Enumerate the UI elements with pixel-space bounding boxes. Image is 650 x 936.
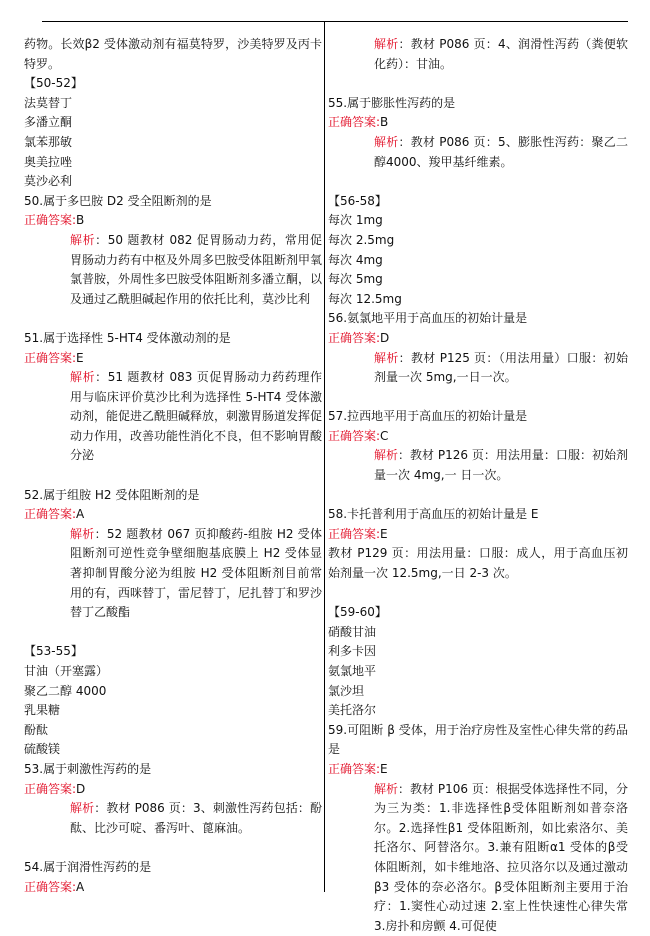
paragraph-gap [328, 172, 628, 192]
text-line: 硫酸镁 [24, 742, 61, 757]
text-line: 多潘立酮 [24, 115, 73, 130]
analysis-text: ：51 题教材 083 页促胃肠动力药药理作用与临床评价莫沙比利为选择性 5-HT4 受体激动剂，能促进乙酰胆碱释放，刺激胃肠道发挥促动力作用，改善功能性消化不良，但不影响胃酸分泌 [70, 370, 323, 463]
text-line: 利多卡因 [328, 644, 377, 659]
text-line: 52.属于组胺 H2 受体阻断剂的是 [24, 487, 200, 502]
column-divider [324, 22, 325, 892]
analysis [328, 446, 628, 485]
text-line: 每次 4mg [328, 252, 383, 267]
text-line: 【53-55】 [24, 644, 83, 659]
paragraph-gap [328, 584, 628, 604]
analysis-text: ：教材 P086 页：4、润滑性泻药（粪便软化药）：甘油。 [374, 37, 628, 71]
text-line: 【59-60】 [328, 605, 387, 620]
analysis-label: 解析 [374, 350, 399, 365]
analysis-text: ：50 题教材 082 促胃肠动力药，常用促胃肠动力药有中枢及外周多巴胺受体阻断剂甲氧氯普胺，外周性多巴胺受体阻断剂多潘立酮，以及通过乙酰胆碱起作用的依托比利，莫沙比利 [70, 232, 323, 306]
answer-label: 正确答案: [24, 350, 77, 365]
text-line: 甘油（开塞露） [24, 664, 109, 678]
text-line: 每次 1mg [328, 213, 383, 228]
answer-value: A [76, 507, 85, 522]
paragraph-gap [328, 388, 628, 408]
text-line: 法莫替丁 [24, 95, 73, 110]
text-line: 每次 12.5mg [328, 291, 402, 306]
text-line: 氯沙坦 [328, 683, 365, 698]
analysis-text: ：教材 P125 页：（用法用量）口服：初始剂量一次 5mg,一日一次。 [374, 350, 628, 385]
analysis-label: 解析 [70, 801, 95, 816]
correct-answer [328, 329, 628, 349]
top-rule [42, 21, 628, 22]
correct-answer [24, 349, 322, 369]
correct-answer [328, 760, 628, 780]
analysis-text: ：52 题教材 067 页抑酸药-组胺 H2 受体阻断剂可逆性竞争壁细胞基底膜上 H2 受体显著抑制胃酸分泌为组胺 H2 受体阻断剂目前常用的有，西咪替丁，雷尼替丁，尼扎替丁和罗沙替丁乙酸酯 [70, 526, 323, 620]
paragraph-gap [24, 466, 322, 486]
answer-label: 正确答案: [328, 526, 381, 541]
analysis [24, 525, 322, 623]
text-line: 55.属于膨胀性泻药的是 [328, 95, 456, 110]
text-line: 氯苯那敏 [24, 134, 73, 149]
text-line: 56.氨氯地平用于高血压的初始计量是 [328, 311, 528, 326]
left-column [24, 35, 322, 897]
text-line: 硝酸甘油 [328, 624, 377, 639]
analysis-label: 解析 [70, 526, 95, 541]
answer-label: 正确答案: [24, 213, 77, 228]
answer-value: B [76, 213, 85, 228]
answer-value: C [380, 428, 389, 443]
correct-answer [328, 427, 628, 447]
paragraph-gap [328, 486, 628, 506]
answer-value: D [76, 781, 86, 796]
text-line: 酚酞 [24, 722, 49, 737]
correct-answer [24, 878, 322, 898]
analysis [328, 780, 628, 936]
analysis-label: 解析 [70, 370, 96, 385]
answer-label: 正确答案: [24, 879, 77, 894]
analysis-label: 解析 [374, 781, 399, 796]
text-line: 58.卡托普利用于高血压的初始计量是 E [328, 507, 539, 522]
answer-value: B [380, 115, 389, 130]
answer-value: E [380, 761, 388, 776]
answer-label: 正确答案: [328, 428, 381, 443]
answer-value: A [76, 879, 85, 894]
analysis-label: 解析 [70, 232, 96, 247]
text-line: 药物。长效β2 受体激动剂有福莫特罗，沙美特罗及丙卡特罗。 [24, 37, 322, 71]
text-line: 莫沙必利 [24, 174, 73, 189]
text-line: 美托洛尔 [328, 703, 377, 718]
answer-label: 正确答案: [24, 781, 77, 796]
paragraph-gap [328, 74, 628, 94]
analysis [24, 368, 322, 466]
analysis [328, 133, 628, 172]
answer-value: D [380, 330, 390, 345]
text-line: 每次 2.5mg [328, 232, 395, 247]
text-line: 乳果糖 [24, 703, 61, 718]
correct-answer [24, 780, 322, 800]
analysis-text: ：教材 P106 页：根据受体选择性不同，分为三为类：1.非选择性β受体阻断剂如普奈洛尔。2.选择性β1 受体阻断剂，如比索洛尔、美托洛尔、阿替洛尔。3.兼有阻断α1 受体的β受体阻断剂，如卡维地洛、拉贝洛尔以及通过激动β3 受体的奈必洛尔。β受体阻断剂主要用于治疗：1.窦性心动过速 2.室上性快速性心律失常 3.房扑和房颤 4.可促使 [374, 781, 628, 933]
paragraph-gap [24, 309, 322, 329]
answer-label: 正确答案: [328, 115, 381, 130]
answer-label: 正确答案: [328, 330, 381, 345]
analysis-label: 解析 [374, 37, 399, 51]
correct-answer [24, 505, 322, 525]
answer-value: E [76, 350, 84, 365]
correct-answer [328, 525, 628, 545]
text-line: 【56-58】 [328, 193, 387, 208]
analysis [328, 35, 628, 74]
answer-value: E [380, 526, 388, 541]
analysis-text: ：教材 P086 页：3、刺激性泻药包括：酚酞、比沙可啶、番泻叶、蓖麻油。 [70, 801, 322, 835]
text-line: 氨氯地平 [328, 664, 377, 678]
analysis-label: 解析 [374, 134, 399, 149]
text-line: 奥美拉唑 [24, 154, 73, 169]
analysis [24, 231, 322, 309]
text-line: 54.属于润滑性泻药的是 [24, 859, 152, 874]
text-line: 53.属于刺激性泻药的是 [24, 761, 152, 776]
analysis [24, 799, 322, 838]
text-line: 51.属于选择性 5-HT4 受体激动剂的是 [24, 330, 231, 345]
analysis-text: ：教材 P126 页：用法用量：口服：初始剂量一次 4mg,一 日一次。 [374, 448, 628, 483]
text-line: 每次 5mg [328, 272, 383, 287]
text-line: 59.可阻断 β 受体，用于治疗房性及室性心律失常的药品是 [328, 722, 628, 757]
answer-label: 正确答案: [328, 761, 381, 776]
text-line: 聚乙二醇 4000 [24, 683, 107, 698]
answer-label: 正确答案: [24, 507, 77, 522]
correct-answer [24, 211, 322, 231]
text-line: 50.属于多巴胺 D2 受全阻断剂的是 [24, 193, 212, 208]
paragraph-gap [24, 623, 322, 643]
text-line: 57.拉西地平用于高血压的初始计量是 [328, 409, 528, 424]
text-line: 教材 P129 页：用法用量：口服：成人，用于高血压初始剂量一次 12.5mg,一日 2-3 次。 [328, 546, 628, 581]
analysis-label: 解析 [374, 448, 399, 463]
text-line: 【50-52】 [24, 76, 83, 91]
paragraph-gap [24, 838, 322, 858]
analysis-text: ：教材 P086 页：5、膨胀性泻药：聚乙二醇4000、羧甲基纤维素。 [374, 134, 628, 169]
correct-answer [328, 113, 628, 133]
right-column [328, 35, 628, 936]
analysis [328, 349, 628, 388]
